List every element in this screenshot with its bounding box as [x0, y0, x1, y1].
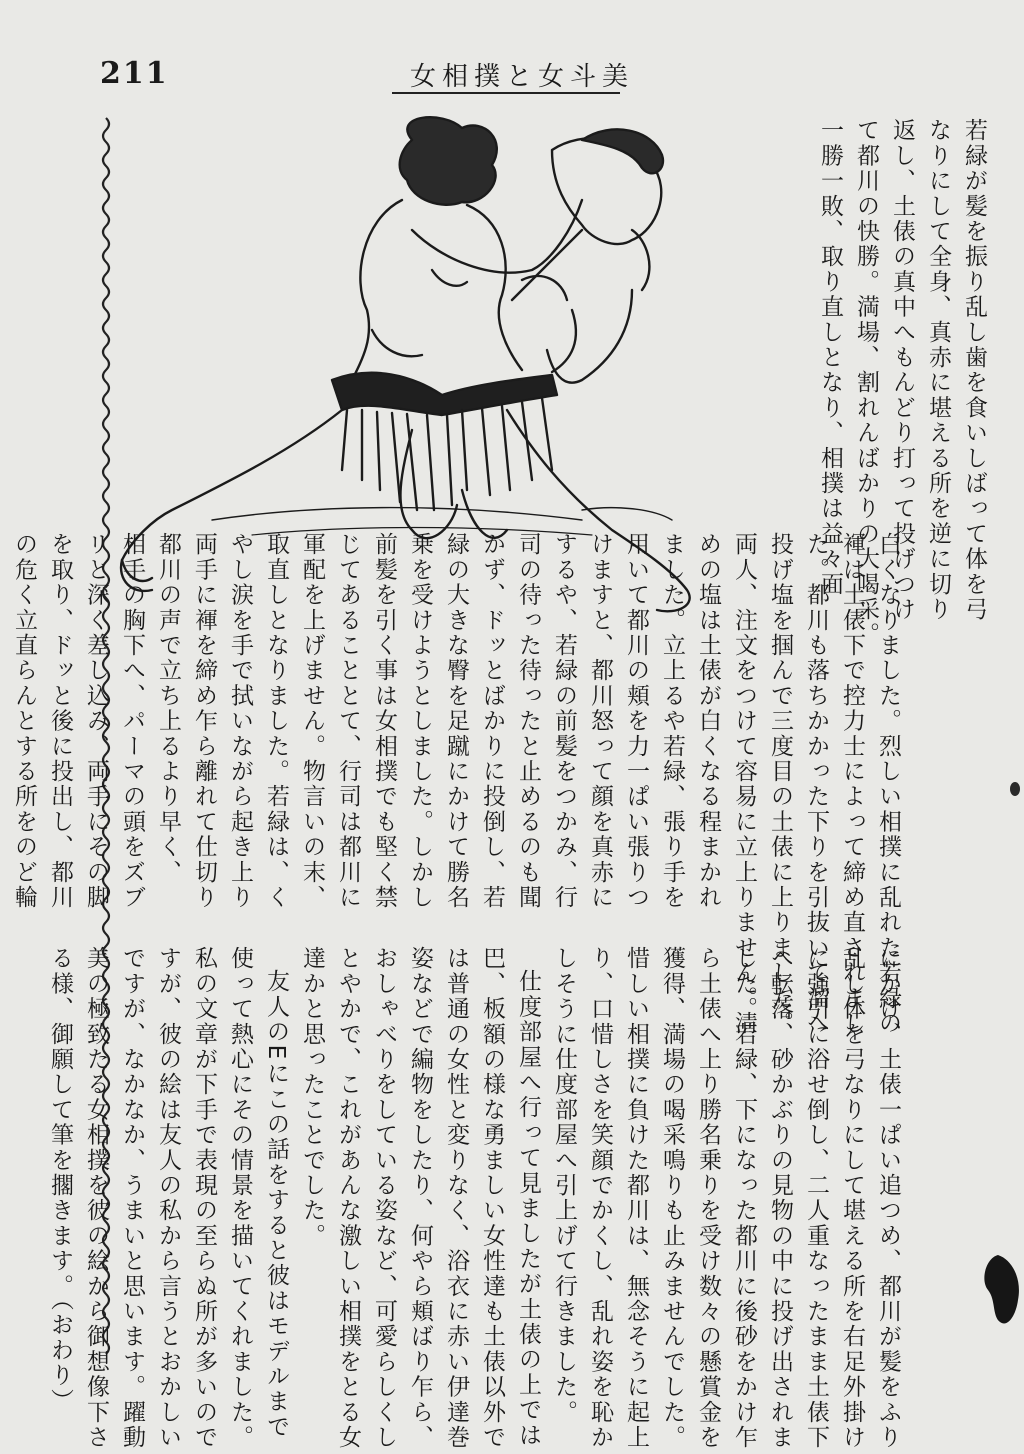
- text-line: 獲得、満場の喝采鳴りも止みませんでした。: [659, 946, 685, 1450]
- text-line: 両手に褌を締め乍ら離れて仕切り: [191, 532, 217, 910]
- text-line: すが、彼の絵は友人の私から言うとおかしい: [155, 946, 181, 1450]
- text-line: じてあることとて、行司は都川に: [335, 532, 361, 910]
- text-line: る様、御願して筆を擱きます。（おわり）: [47, 946, 73, 1414]
- text-line: した。若緑、下になった都川に後砂をかけ乍: [731, 946, 757, 1450]
- text-line: 使って熱心にその情景を描いてくれました。: [227, 946, 253, 1450]
- text-line: 司の待った待ったと止めるのも聞: [515, 532, 541, 910]
- text-line: 姿などで編物をしたり、何やら頬ばり乍ら、: [407, 946, 433, 1450]
- text-line: 惜しい相撲に負けた都川は、無念そうに起上: [623, 946, 649, 1450]
- text-line: 取直しとなりました。若緑は、く: [263, 532, 289, 910]
- text-line: かず、ドッとばかりに投倒し、若: [479, 532, 505, 910]
- text-line: た。都川も落ちかかった下りを引抜いて溜へ: [803, 532, 829, 1036]
- text-line: 返し、土俵の真中へもんどり打って投げつけ: [889, 118, 915, 622]
- text-line: とやかで、これがあんな激しい相撲をとる女: [335, 946, 361, 1450]
- text-line: へ転落、砂かぶりの見物の中に投げ出されま: [767, 946, 793, 1450]
- header-rule: [392, 92, 620, 94]
- text-line: 乱し体を弓なりにして堪える所を右足外掛け: [839, 946, 865, 1450]
- text-line: リと深く差し込み、両手にその脚: [83, 532, 109, 910]
- text-line: 白くなりました。烈しい相撲に乱れた若緑の: [875, 532, 901, 1036]
- ink-blot-icon: [978, 1250, 1024, 1330]
- text-line: 若緑が髪を振り乱し歯を食いしばって体を弓: [961, 118, 987, 622]
- text-line: ました。立上るや若緑、張り手を: [659, 532, 685, 910]
- text-line: 乗を受けようとしました。しかし: [407, 532, 433, 910]
- text-line: 緑の大きな臀を足蹴にかけて勝名: [443, 532, 469, 910]
- text-line: けますと、都川怒って顔を真赤に: [587, 532, 613, 910]
- text-line: 用いて都川の頬を力一ぱい張りつ: [623, 532, 649, 910]
- text-line: 褌は土俵下で控力士によって締め直されまし: [839, 532, 865, 1036]
- article-block-3: [47, 946, 906, 1450]
- text-line: ら土俵へ上り勝名乗りを受け数々の懸賞金を: [695, 946, 721, 1450]
- text-line: の危く立直らんとする所をのど輪: [11, 532, 37, 910]
- text-line: しそうに仕度部屋へ引上げて行きました。: [551, 946, 577, 1425]
- text-line: 巴、板額の様な勇ましい女性達も土俵以外で: [479, 946, 505, 1450]
- text-line: て都川の快勝。満場、割れんばかりの大喝采。: [853, 118, 879, 648]
- text-line: 達かと思ったことでした。: [299, 946, 325, 1249]
- text-line: 都川の声で立ち上るより早く、: [155, 532, 181, 885]
- article-block-2: [11, 532, 906, 1036]
- text-line: 相手の胸下へ、パーマの頭をズブ: [119, 532, 145, 910]
- text-line: 友人のEにこの話をすると彼はモデルまで: [263, 969, 289, 1440]
- text-line: やし涙を手で拭いながら起き上り: [227, 532, 253, 910]
- text-line: 投げ塩を掴んで三度目の土俵に上りました。: [767, 532, 793, 1036]
- text-line: おしゃべりをしている姿など、可愛らしくし: [371, 946, 397, 1450]
- text-line: なりにして全身、真赤に堪える所を逆に切り: [925, 118, 951, 622]
- text-line: に強引に浴せ倒し、二人重なったまま土俵下: [803, 946, 829, 1450]
- running-title: 女相撲と女斗美: [410, 62, 635, 92]
- text-line: するや、若緑の前髪をつかみ、行: [551, 532, 577, 910]
- text-line: 軍配を上げません。物言いの末、: [299, 532, 325, 910]
- text-line: は普通の女性と変りなく、浴衣に赤い伊達巻: [443, 946, 469, 1450]
- text-line: 前髪を引く事は女相撲でも堅く禁: [371, 532, 397, 910]
- text-line: り、口惜しさを笑顔でかくし、乱れ姿を恥か: [587, 946, 613, 1450]
- page-number: 211: [100, 56, 169, 91]
- text-line: 両人、注文をつけて容易に立上りません。清: [731, 532, 757, 1036]
- text-line: にかけ、土俵一ぱい追つめ、都川が髪をふり: [875, 946, 901, 1450]
- text-line: めの塩は土俵が白くなる程まかれ: [695, 532, 721, 910]
- text-line: 美の極致たる女相撲を彼の絵から御想像下さ: [83, 946, 109, 1450]
- text-line: ですが、なかなか、うまいと思います。躍動: [119, 946, 145, 1450]
- article-block-1: [696, 118, 992, 648]
- ink-spot-icon: [1008, 780, 1022, 798]
- text-line: 一勝一敗、取り直しとなり、相撲は益々面: [817, 118, 843, 597]
- text-line: 仕度部屋へ行って見ましたが土俵の上では: [515, 969, 541, 1448]
- text-line: を取り、ドッと後に投出し、都川: [47, 532, 73, 910]
- text-line: 私の文章が下手で表現の至らぬ所が多いので: [191, 946, 217, 1450]
